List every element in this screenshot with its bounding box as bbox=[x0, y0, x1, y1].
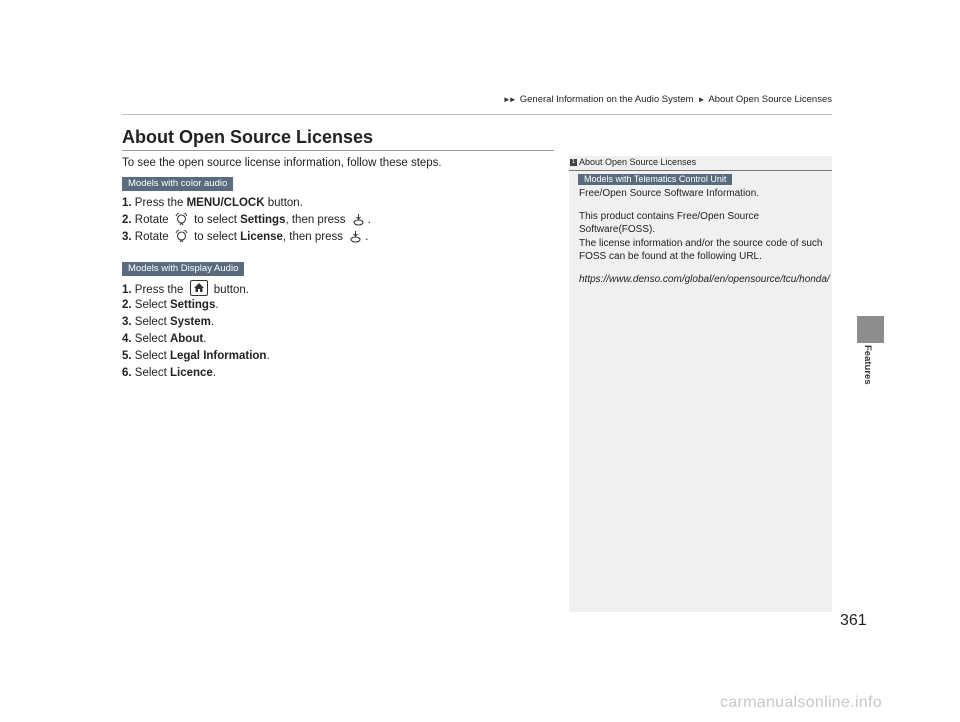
step-text: to select bbox=[190, 214, 241, 226]
step-target: About bbox=[169, 333, 204, 345]
display-audio-badge: Models with Display Audio bbox=[122, 262, 244, 276]
list-item bbox=[122, 348, 562, 365]
step-text: . bbox=[212, 367, 216, 379]
intro-text: To see the open source license information, follow these steps. bbox=[122, 157, 442, 169]
list-item bbox=[122, 212, 562, 229]
watermark: carmanualsonline.info bbox=[720, 694, 882, 711]
step-text: . bbox=[210, 316, 215, 328]
step-text: button. bbox=[264, 197, 303, 209]
step-text: button. bbox=[210, 284, 249, 296]
step-target: System bbox=[169, 316, 211, 328]
page-title: About Open Source Licenses bbox=[122, 127, 374, 147]
step-text: to select bbox=[190, 231, 241, 243]
sidebar-paragraph: Free/Open Source Software Information. bbox=[579, 188, 760, 199]
sidebar-paragraph: This product contains Free/Open Source Software(FOSS). bbox=[579, 210, 760, 235]
enter-press-icon bbox=[349, 230, 362, 249]
note-tag-icon: 1 bbox=[571, 159, 576, 165]
list-item bbox=[122, 365, 562, 382]
step-target: License bbox=[240, 231, 283, 243]
main-content bbox=[122, 154, 562, 382]
step-number: 3. bbox=[122, 231, 132, 243]
step-text: Select bbox=[134, 316, 170, 328]
step-text: . bbox=[365, 231, 369, 243]
sidebar-heading bbox=[569, 156, 832, 171]
step-number: 6. bbox=[122, 367, 132, 379]
section-tab-label: Features bbox=[862, 345, 873, 385]
list-item bbox=[122, 280, 562, 297]
page-number: 361 bbox=[840, 612, 867, 629]
breadcrumb-current: About Open Source Licenses bbox=[708, 94, 832, 105]
sidebar-heading-text: About Open Source Licenses bbox=[579, 157, 697, 167]
step-text: Press the bbox=[134, 197, 187, 209]
color-audio-badge: Models with color audio bbox=[122, 177, 233, 191]
step-text: Rotate bbox=[134, 214, 172, 226]
list-item bbox=[122, 195, 562, 212]
list-item bbox=[122, 297, 562, 314]
license-url[interactable]: https://www.denso.com/global/en/opensource/tcu/honda/ bbox=[579, 273, 830, 285]
step-number: 2. bbox=[122, 214, 132, 226]
step-button-name: MENU/CLOCK bbox=[186, 197, 265, 209]
step-target: Licence bbox=[169, 367, 213, 379]
step-number: 1. bbox=[122, 284, 132, 296]
step-text: , then press bbox=[285, 214, 349, 226]
step-number: 5. bbox=[122, 350, 132, 362]
step-text: Press the bbox=[134, 284, 187, 296]
home-icon bbox=[190, 280, 208, 296]
double-arrow-icon: ►► bbox=[502, 95, 515, 104]
arrow-icon: ► bbox=[697, 95, 704, 104]
step-target: Settings bbox=[240, 214, 286, 226]
step-text: Select bbox=[134, 299, 170, 311]
step-text: , then press bbox=[282, 231, 347, 243]
step-target: Settings bbox=[169, 299, 216, 311]
display-audio-steps bbox=[122, 280, 562, 382]
list-item bbox=[122, 229, 562, 246]
color-audio-steps bbox=[122, 195, 562, 246]
step-text: . bbox=[367, 214, 371, 226]
step-number: 3. bbox=[122, 316, 132, 328]
breadcrumb-parent[interactable]: General Information on the Audio System bbox=[519, 94, 694, 105]
step-number: 4. bbox=[122, 333, 132, 345]
telematics-badge: Models with Telematics Control Unit bbox=[578, 174, 732, 185]
title-divider bbox=[122, 150, 554, 151]
selector-knob-icon bbox=[175, 230, 188, 249]
section-tab-block bbox=[857, 316, 884, 343]
sidebar-paragraph: The license information and/or the source code of such FOSS can be found at the following URL. bbox=[579, 237, 823, 262]
sidebar-note bbox=[569, 156, 832, 612]
step-text: . bbox=[266, 350, 270, 362]
step-text: . bbox=[215, 299, 219, 311]
list-item bbox=[122, 331, 562, 348]
step-text: . bbox=[203, 333, 207, 345]
step-text: Select bbox=[134, 350, 170, 362]
step-target: Legal Information bbox=[169, 350, 267, 362]
list-item bbox=[122, 314, 562, 331]
sidebar-body bbox=[579, 187, 830, 295]
step-number: 2. bbox=[122, 299, 132, 311]
step-number: 1. bbox=[122, 197, 132, 209]
step-text: Select bbox=[134, 333, 170, 345]
step-text: Rotate bbox=[134, 231, 172, 243]
header-divider bbox=[122, 114, 832, 115]
step-text: Select bbox=[134, 367, 170, 379]
breadcrumb bbox=[503, 94, 832, 105]
